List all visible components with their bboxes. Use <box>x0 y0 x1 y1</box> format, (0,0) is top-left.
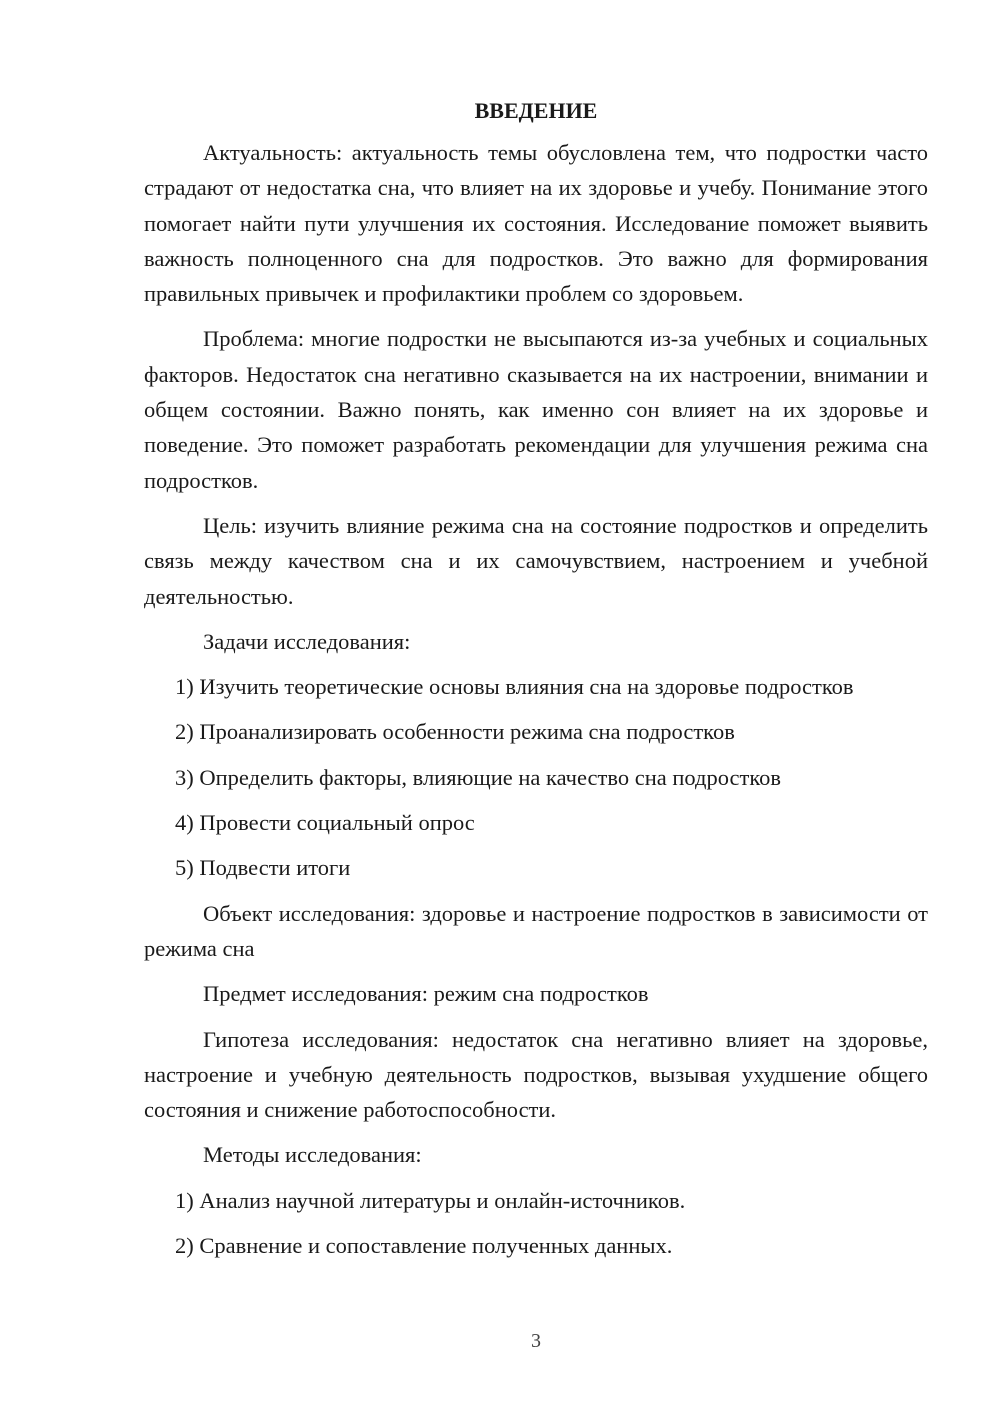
task-item: 3) Определить факторы, влияющие на качество сна подростков <box>175 764 781 790</box>
paragraph-goal: Цель: изучить влияние режима сна на состояние подростков и определить связь между качеством сна и их самочувствием, настроением и учебной деятельностью. <box>144 512 928 609</box>
document-page <box>144 93 928 1273</box>
method-item: 2) Сравнение и сопоставление полученных данных. <box>175 1233 673 1259</box>
paragraph-subject: Предмет исследования: режим сна подростков <box>203 981 649 1007</box>
page-title: ВВЕДЕНИЕ <box>474 98 598 123</box>
method-item: 1) Анализ научной литературы и онлайн-источников. <box>175 1187 686 1213</box>
paragraph-relevance: Актуальность: актуальность темы обусловлена тем, что подростки часто страдают от недостатка сна, что влияет на их здоровье и учебу. Понимание этого помогает найти пути улучшения их состояния. Исследование поможет выявить важность полноценного сна для подростков. Это важно для формирования правильных привычек и профилактики проблем со здоровьем. <box>144 140 928 307</box>
task-item: 2) Проанализировать особенности режима сна подростков <box>175 719 735 745</box>
methods-heading: Методы исследования: <box>203 1142 422 1168</box>
task-item: 5) Подвести итоги <box>175 855 351 881</box>
task-item: 4) Провести социальный опрос <box>175 810 475 836</box>
paragraph-object: Объект исследования: здоровье и настроение подростков в зависимости от режима сна <box>144 900 928 961</box>
tasks-heading: Задачи исследования: <box>203 628 411 654</box>
task-item: 1) Изучить теоретические основы влияния сна на здоровье подростков <box>175 674 854 700</box>
paragraph-problem: Проблема: многие подростки не высыпаются из-за учебных и социальных факторов. Недостаток сна негативно сказывается на их настроении, внимании и общем состоянии. Важно понять, как именно сон влияет на их здоровье и поведение. Это поможет разработать рекомендации для улучшения режима сна подростков. <box>144 326 928 493</box>
page-number: 3 <box>531 1330 541 1352</box>
paragraph-hypothesis: Гипотеза исследования: недостаток сна негативно влияет на здоровье, настроение и учебную деятельность подростков, вызывая ухудшение общего состояния и снижение работоспособности. <box>144 1026 928 1123</box>
